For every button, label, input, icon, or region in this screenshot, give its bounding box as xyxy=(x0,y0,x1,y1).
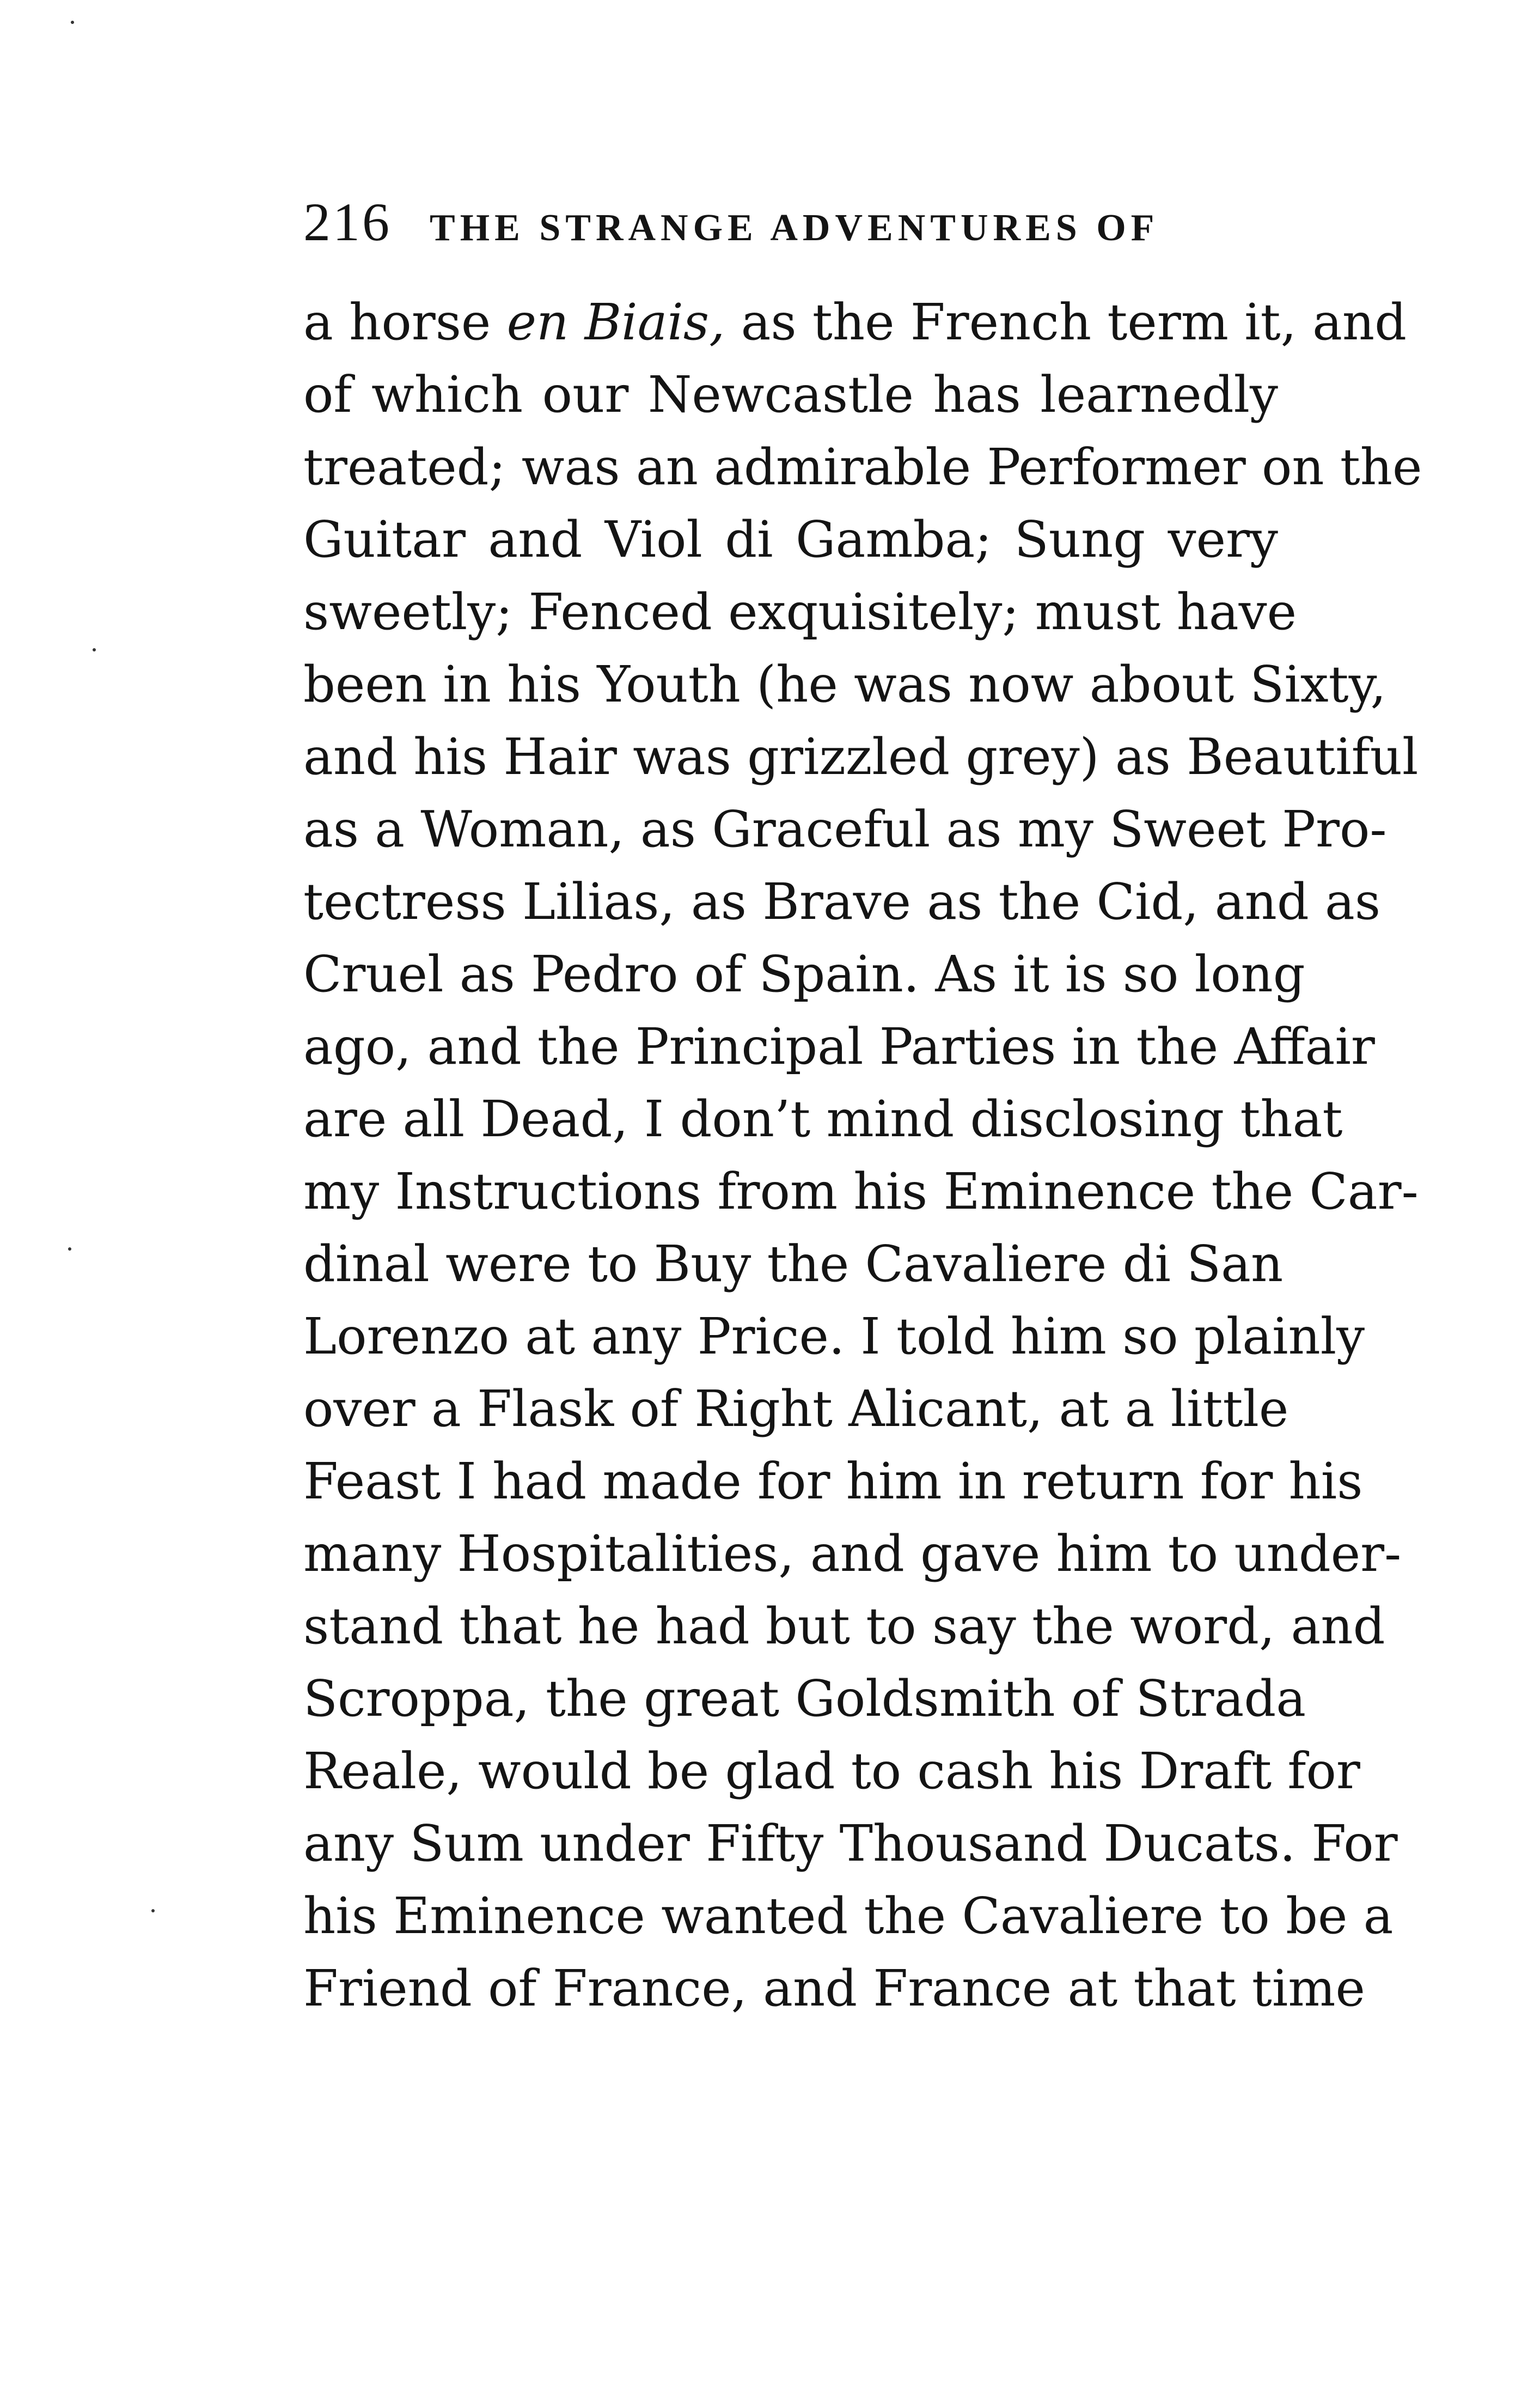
text-line: Cruel as Pedro of Spain. As it is so long xyxy=(303,945,1305,1003)
text-line: Lorenzo at any Price. I told him so plainly xyxy=(303,1307,1365,1366)
text-line: over a Flask of Right Alicant, at a little xyxy=(303,1380,1289,1438)
text-line: tectress Lilias, as Brave as the Cid, and as xyxy=(303,873,1381,931)
text-segment: as the French term it, and xyxy=(725,293,1407,351)
text-line: my Instructions from his Eminence the Car- xyxy=(303,1162,1419,1221)
text-line: many Hospitalities, and gave him to under- xyxy=(303,1525,1402,1583)
paper-speck xyxy=(68,1247,71,1251)
paper-speck xyxy=(71,21,74,24)
text-line: Reale, would be glad to cash his Draft for xyxy=(303,1742,1360,1800)
text-line: his Eminence wanted the Cavaliere to be a xyxy=(303,1887,1394,1945)
text-line xyxy=(303,286,1407,358)
italic-phrase: en Biais, xyxy=(506,293,725,351)
text-line: stand that he had but to say the word, and xyxy=(303,1597,1385,1655)
text-line: are all Dead, I don’t mind disclosing that xyxy=(303,1090,1343,1148)
text-line: sweetly; Fenced exquisitely; must have xyxy=(303,583,1297,641)
text-line: been in his Youth (he was now about Sixty, xyxy=(303,655,1386,714)
text-line: any Sum under Fifty Thousand Ducats. For xyxy=(303,1814,1398,1873)
text-line: of which our Newcastle has learnedly xyxy=(303,365,1278,424)
text-line: Friend of France, and France at that time xyxy=(303,1959,1365,2018)
page-header xyxy=(303,191,1338,256)
text-line: dinal were to Buy the Cavaliere di San xyxy=(303,1235,1284,1293)
text-line: Scroppa, the great Goldsmith of Strada xyxy=(303,1669,1306,1728)
paper-speck xyxy=(93,648,96,651)
text-line: and his Hair was grizzled grey) as Beautiful xyxy=(303,728,1419,786)
text-line: ago, and the Principal Parties in the Affair xyxy=(303,1017,1375,1076)
running-title: THE STRANGE ADVENTURES OF xyxy=(430,207,1159,249)
text-segment: a horse xyxy=(303,293,507,351)
text-line: Guitar and Viol di Gamba; Sung very xyxy=(303,510,1278,569)
paper-speck xyxy=(151,1909,155,1912)
page-number: 216 xyxy=(303,192,392,252)
text-line: Feast I had made for him in return for his xyxy=(303,1452,1363,1510)
text-line: as a Woman, as Graceful as my Sweet Pro- xyxy=(303,800,1387,858)
text-line: treated; was an admirable Performer on the xyxy=(303,438,1422,496)
body-text xyxy=(303,286,1422,2025)
